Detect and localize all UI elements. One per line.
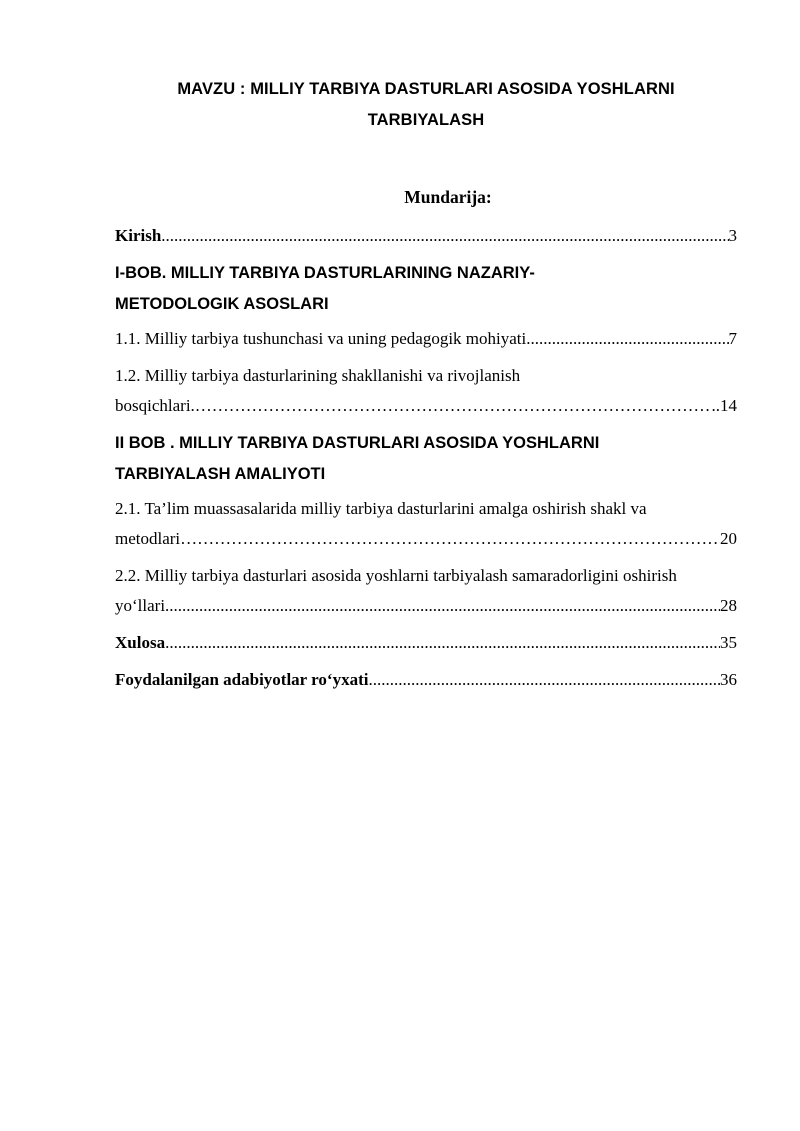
toc-chapter-2 <box>115 428 737 490</box>
document-page <box>115 0 737 702</box>
title-line-2: TARBIYALASH <box>367 111 485 129</box>
chapter-2-line-2: TARBIYALASH AMALIYOTI <box>115 465 326 483</box>
toc-entry-line-2 <box>115 591 737 621</box>
toc-entry-2-2 <box>115 561 737 621</box>
toc-entry-xulosa <box>115 628 737 658</box>
toc-entry-label: 1.1. Milliy tarbiya tushunchasi va uning pedagogik mohiyati <box>115 329 527 348</box>
toc-chapter-1 <box>115 258 737 320</box>
chapter-1-line-1: I-BOB. MILLIY TARBIYA DASTURLARINING NAZARIY- <box>115 264 535 282</box>
toc-entry-2-1 <box>115 494 737 554</box>
toc-entry-line-1: 1.2. Milliy tarbiya dasturlarining shakllanishi va rivojlanish <box>115 366 521 385</box>
toc-entry-line-1: 2.1. Ta’lim muassasalarida milliy tarbiya dasturlarini amalga oshirish shakl va <box>115 499 647 518</box>
toc-entry-page: 3 <box>728 226 737 245</box>
toc-entry-label: Foydalanilgan adabiyotlar ro‘yxati <box>115 670 369 689</box>
chapter-1-line-2: METODOLOGIK ASOSLARI <box>115 295 329 313</box>
toc-entry-page: 7 <box>728 329 737 348</box>
toc-entry-page: 36 <box>720 670 737 689</box>
dot-leader <box>368 665 720 695</box>
dot-leader <box>195 391 712 421</box>
toc-entry-adabiyotlar <box>115 665 737 695</box>
toc-heading: Mundarija: <box>404 187 492 207</box>
title-line-1: MAVZU : MILLIY TARBIYA DASTURLARI ASOSIDA YOSHLARNI <box>177 80 675 98</box>
dot-leader <box>165 591 720 621</box>
toc-entry-page: ..14 <box>711 396 737 415</box>
toc-entry-label: metodlari <box>115 529 181 548</box>
toc-entry-label: bosqichlari. <box>115 396 195 415</box>
toc-entry-page: 35 <box>720 633 737 652</box>
table-of-contents <box>115 221 737 695</box>
dot-leader <box>180 524 720 554</box>
toc-entry-line-1: 2.2. Milliy tarbiya dasturlari asosida yoshlarni tarbiyalash samaradorligini oshirish <box>115 566 677 585</box>
toc-entry-line-2 <box>115 391 737 421</box>
toc-entry-label: Kirish <box>115 226 162 245</box>
dot-leader <box>526 324 728 354</box>
dot-leader <box>165 628 720 658</box>
toc-entry-page: 28 <box>720 596 737 615</box>
toc-entry-line-2 <box>115 524 737 554</box>
chapter-2-line-1: II BOB . MILLIY TARBIYA DASTURLARI ASOSIDA YOSHLARNI <box>115 434 600 452</box>
toc-entry-page: 20 <box>720 529 737 548</box>
toc-entry-kirish <box>115 221 737 251</box>
toc-entry-label: yo‘llari <box>115 596 166 615</box>
toc-entry-label: Xulosa <box>115 633 166 652</box>
dot-leader <box>161 221 728 251</box>
toc-entry-1-1 <box>115 324 737 354</box>
document-title <box>115 74 737 136</box>
toc-entry-1-2 <box>115 361 737 421</box>
